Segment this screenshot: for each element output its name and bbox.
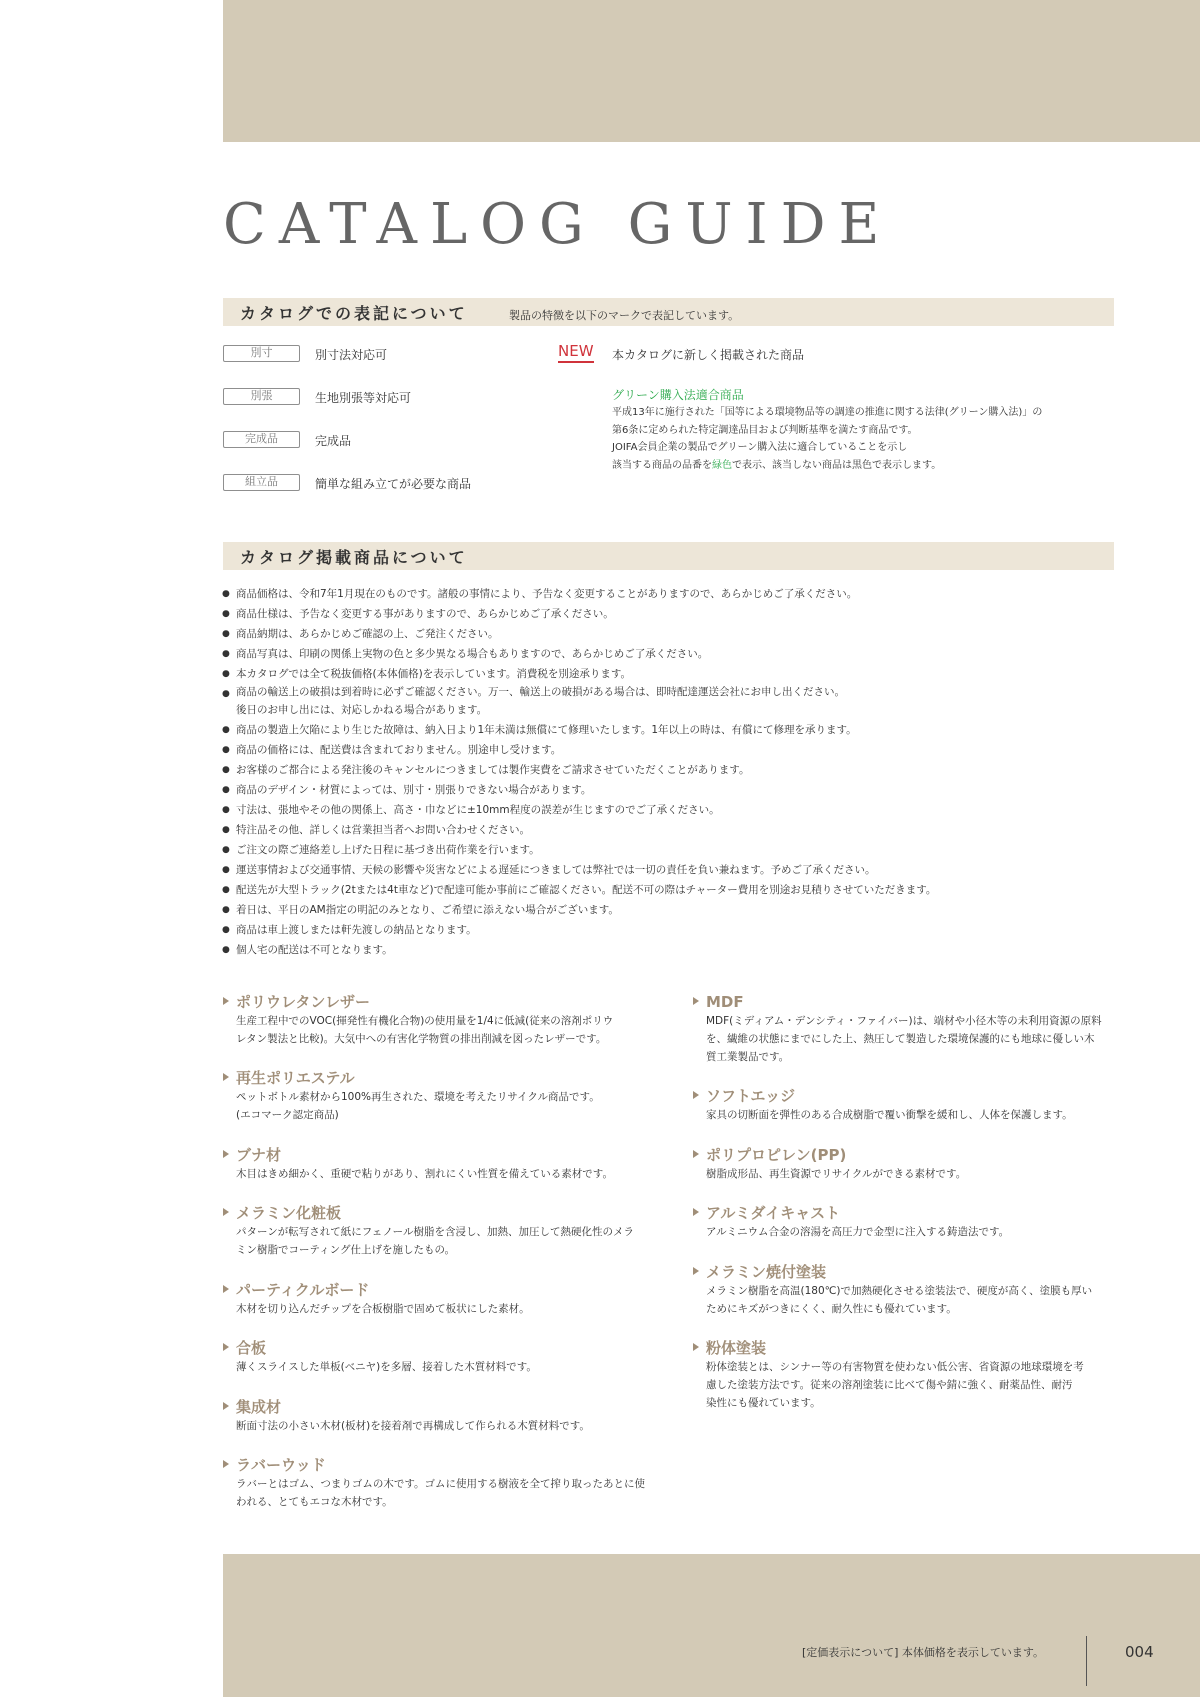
green-purchase-line: JOIFA会員企業の製品でグリーン購入法に適合していることを示し: [612, 442, 908, 453]
material-laminated-wood: [223, 1397, 590, 1435]
material-title: パーティクルボード: [236, 1281, 370, 1299]
material-polyurethane-leather: [223, 992, 613, 1048]
material-desc-line: 染性にも優れています。: [706, 1397, 821, 1409]
badge-betsubari: 別張: [223, 388, 300, 405]
triangle-bullet-icon: [223, 1208, 229, 1216]
products-section-header: [223, 542, 1114, 570]
material-desc-line: われる、とてもエコな木材です。: [236, 1496, 393, 1508]
material-title: 集成材: [236, 1398, 282, 1416]
green-purchase-title: グリーン購入法適合商品: [612, 388, 744, 402]
triangle-bullet-icon: [693, 1208, 699, 1216]
material-desc-line: ためにキズがつきにくく、耐久性にも優れています。: [706, 1303, 957, 1315]
products-section-title: カタログ掲載商品について: [240, 548, 468, 567]
material-desc-line: 木材を切り込んだチップを合板樹脂で固めて板状にした素材。: [236, 1303, 530, 1315]
triangle-bullet-icon: [223, 1343, 229, 1351]
material-title: ポリウレタンレザー: [236, 993, 371, 1011]
material-recycled-polyester: [223, 1068, 600, 1124]
triangle-bullet-icon: [223, 1402, 229, 1410]
triangle-bullet-icon: [223, 1073, 229, 1081]
note-item: ● 商品写真は、印刷の関係上実物の色と多少異なる場合もありますので、あらかじめご了承ください。: [222, 644, 936, 664]
triangle-bullet-icon: [693, 1343, 699, 1351]
triangle-bullet-icon: [223, 997, 229, 1005]
material-desc-line: 薄くスライスした単板(ベニヤ)を多層、接着した木質材料です。: [236, 1361, 537, 1373]
notation-section-header: [223, 298, 1114, 326]
material-desc-line: 樹脂成形品、再生資源でリサイクルができる素材です。: [706, 1168, 967, 1180]
green-purchase-line: [612, 457, 1042, 475]
note-item: ● 寸法は、張地やその他の関係上、高さ・巾などに±10mm程度の誤差が生じますのでご了承ください。: [222, 800, 936, 820]
material-desc-line: 断面寸法の小さい木材(板材)を接着剤で再構成して作られる木質材料です。: [236, 1420, 590, 1432]
green-purchase-description: [612, 404, 1042, 474]
badge-bessun: 別寸: [223, 345, 300, 362]
material-title: ポリプロピレン(PP): [706, 1146, 847, 1164]
footer-divider: [1086, 1636, 1087, 1686]
note-item: ● 商品のデザイン・材質によっては、別寸・別張りできない場合があります。: [222, 780, 936, 800]
material-title: メラミン化粧板: [236, 1204, 342, 1222]
notation-section-subtitle: 製品の特徴を以下のマークで表記しています。: [509, 309, 740, 322]
badge-kanseihin: 完成品: [223, 431, 300, 448]
note-item: ● 個人宅の配送は不可となります。: [222, 940, 936, 960]
material-desc-line: MDF(ミディアム・デンシティ・ファイバー)は、端材や小径木等の未利用資源の原料: [706, 1015, 1102, 1027]
material-mdf: [693, 992, 1102, 1066]
green-purchase-line: 第6条に定められた特定調達品目および判断基準を満たす商品です。: [612, 424, 918, 436]
material-desc-line: パターンが転写されて紙にフェノール樹脂を含浸し、加熱、加圧して熱硬化性のメラ: [236, 1226, 634, 1238]
material-soft-edge: [693, 1086, 1073, 1124]
material-desc-line: 質工業製品です。: [706, 1051, 790, 1063]
material-title: ソフトエッジ: [706, 1087, 796, 1105]
header-band: [223, 0, 1200, 142]
material-desc-line: を、繊維の状態にまでにした上、熱圧して製造した環境保護的にも地球に優しい木: [706, 1033, 1095, 1045]
triangle-bullet-icon: [693, 1150, 699, 1158]
price-display-note: [定価表示について] 本体価格を表示しています。: [802, 1646, 1044, 1659]
material-desc-line: メラミン樹脂を高温(180℃)で加熱硬化させる塗装法で、硬度が高く、塗膜も厚い: [706, 1285, 1093, 1297]
note-item: ● 本カタログでは全て税抜価格(本体価格)を表示しています。消費税を別途承ります。: [222, 664, 936, 684]
material-desc-line: 家具の切断面を弾性のある合成樹脂で覆い衝撃を緩和し、人体を保護します。: [706, 1109, 1073, 1121]
material-desc-line: アルミニウム合金の溶湯を高圧力で金型に注入する鋳造法です。: [706, 1226, 1010, 1238]
material-title: メラミン焼付塗装: [706, 1263, 827, 1281]
material-title: 再生ポリエステル: [236, 1069, 355, 1087]
material-melamine-board: [223, 1203, 634, 1259]
triangle-bullet-icon: [223, 1150, 229, 1158]
note-item-text: ● 商品の輸送上の破損は到着時に必ずご確認ください。万一、輸送上の破損がある場合は、即時配達運送会社にお申し出ください。: [236, 686, 845, 698]
note-item: ● 着日は、平日のAM指定の明記のみとなり、ご希望に添えない場合がございます。: [222, 900, 936, 920]
page-title: CATALOG GUIDE: [223, 192, 893, 257]
material-melamine-coating: [693, 1262, 1092, 1318]
material-beech: [223, 1145, 613, 1183]
triangle-bullet-icon: [693, 1267, 699, 1275]
material-desc-line: 慮した塗装方法です。従来の溶剤塗装に比べて傷や錆に強く、耐薬品性、耐汚: [706, 1379, 1073, 1391]
product-notes-list: [222, 584, 936, 960]
green-purchase-line: 平成13年に施行された「国等による環境物品等の調達の推進に関する法律(グリーン購入法)」の: [612, 407, 1043, 418]
triangle-bullet-icon: [223, 1285, 229, 1293]
material-desc-line: 粉体塗装とは、シンナー等の有害物質を使わない低公害、省資源の地球環境を考: [706, 1361, 1084, 1373]
material-desc-line: ミン樹脂でコーティング仕上げを施したもの。: [236, 1244, 456, 1256]
green-purchase-line-after: で表示、該当しない商品は黒色で表示します。: [732, 459, 942, 471]
material-title: アルミダイキャスト: [706, 1204, 841, 1222]
notation-section-title: カタログでの表記について: [240, 304, 468, 323]
page-number: 004: [1125, 1643, 1154, 1661]
note-item: ● 商品の価格には、配送費は含まれておりません。別途申し受けます。: [222, 740, 936, 760]
new-mark: NEW: [558, 343, 594, 363]
material-rubberwood: [223, 1455, 645, 1511]
note-item: ● 商品仕様は、予告なく変更する事がありますので、あらかじめご了承ください。: [222, 604, 936, 624]
note-item: ● 特注品その他、詳しくは営業担当者へお問い合わせください。: [222, 820, 936, 840]
material-aluminum-diecast: [693, 1203, 1009, 1241]
material-title: MDF: [706, 993, 744, 1011]
triangle-bullet-icon: [693, 1091, 699, 1099]
material-desc-line: (エコマーク認定商品): [236, 1109, 339, 1121]
note-item: ● 商品納期は、あらかじめご確認の上、ご発注ください。: [222, 624, 936, 644]
badge-kumitatehin: 組立品: [223, 474, 300, 491]
badge-betsubari-text: 生地別張等対応可: [315, 391, 412, 405]
triangle-bullet-icon: [693, 997, 699, 1005]
material-plywood: [223, 1338, 537, 1376]
note-item: ● ご注文の際ご連絡差し上げた日程に基づき出荷作業を行います。: [222, 840, 936, 860]
material-particle-board: [223, 1280, 530, 1318]
note-item: ● 商品の製造上欠陥により生じた故障は、納入日より1年未満は無償にて修理いたします。1年以上の時は、有償にて修理を承ります。: [222, 720, 936, 740]
material-title: ラバーウッド: [236, 1456, 326, 1474]
material-desc-line: 生産工程中でのVOC(揮発性有機化合物)の使用量を1/4に低減(従来の溶剤ポリウ: [236, 1015, 614, 1027]
material-desc-line: ペットボトル素材から100%再生された、環境を考えたリサイクル商品です。: [236, 1091, 600, 1103]
material-title: 粉体塗装: [706, 1339, 767, 1357]
footer-band: [223, 1554, 1200, 1697]
material-polypropylene: [693, 1145, 966, 1183]
note-item: [222, 684, 936, 718]
note-item: ● お客様のご都合による発注後のキャンセルにつきましては製作実費をご請求させていただくことがあります。: [222, 760, 936, 780]
green-purchase-line-before: 該当する商品の品番を: [612, 459, 712, 471]
triangle-bullet-icon: [223, 1460, 229, 1468]
material-title: ブナ材: [236, 1146, 282, 1164]
note-item: ● 運送事情および交通事情、天候の影響や災害などによる遅延につきましては弊社では一切の責任を負い兼ねます。予めご了承ください。: [222, 860, 936, 880]
material-desc-line: ラバーとはゴム、つまりゴムの木です。ゴムに使用する樹液を全て搾り取ったあとに使: [236, 1478, 645, 1490]
note-item-continuation: 後日のお申し出には、対応しかねる場合があります。: [236, 704, 488, 716]
badge-bessun-text: 別寸法対応可: [315, 348, 388, 362]
badge-kanseihin-text: 完成品: [315, 434, 352, 448]
badge-kumitatehin-text: 簡単な組み立てが必要な商品: [315, 477, 472, 491]
note-item: ● 配送先が大型トラック(2tまたは4t車など)で配達可能か事前にご確認ください。配送不可の際はチャーター費用を別途お見積りさせていただきます。: [222, 880, 936, 900]
material-desc-line: 木目はきめ細かく、重硬で粘りがあり、割れにくい性質を備えている素材です。: [236, 1168, 613, 1180]
material-desc-line: レタン製法と比較)。大気中への有害化学物質の排出削減を図ったレザーです。: [236, 1033, 607, 1045]
green-color-word: 緑色: [712, 459, 732, 471]
new-mark-text: 本カタログに新しく掲載された商品: [612, 348, 805, 362]
material-powder-coating: [693, 1338, 1084, 1412]
note-item: ● 商品は車上渡しまたは軒先渡しの納品となります。: [222, 920, 936, 940]
note-item: ● 商品価格は、令和7年1月現在のものです。諸般の事情により、予告なく変更することがありますので、あらかじめご了承ください。: [222, 584, 936, 604]
material-title: 合板: [236, 1339, 267, 1357]
